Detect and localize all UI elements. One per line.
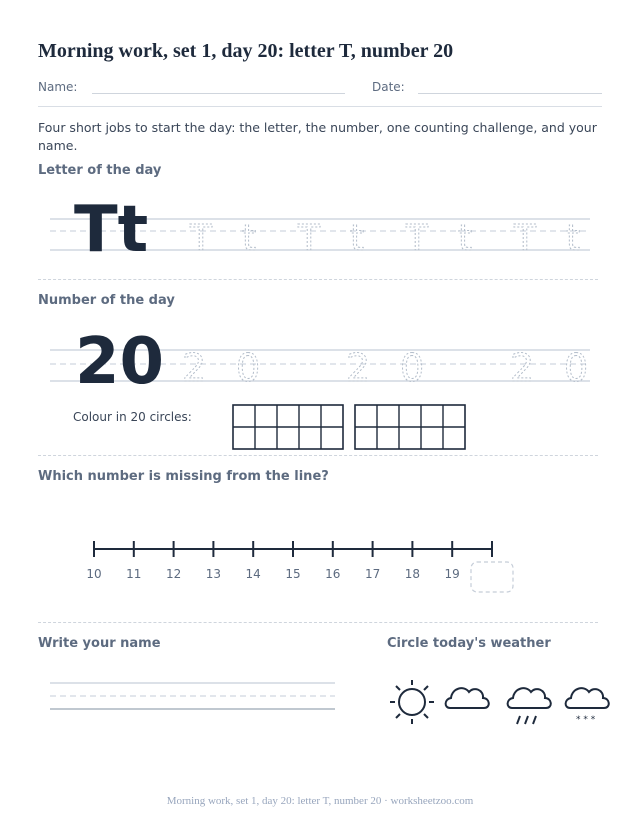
- sun-icon: [390, 680, 434, 724]
- name-writing-lines[interactable]: [0, 672, 360, 722]
- trace-number: 2: [510, 346, 535, 390]
- svg-text:* * *: * * *: [576, 715, 596, 725]
- trace-number: 0: [236, 346, 261, 390]
- rain-cloud-icon: [508, 688, 551, 724]
- intro-text: Four short jobs to start the day: the letter, the number, one counting challenge, and your name.: [38, 120, 597, 153]
- number-model: 20: [75, 325, 165, 395]
- name-label: Name:: [38, 80, 78, 94]
- header-divider: [38, 106, 602, 107]
- number-line: [0, 530, 640, 600]
- number-line-label: 17: [364, 567, 381, 581]
- weather-icons: [380, 672, 620, 732]
- date-label: Date:: [372, 80, 405, 94]
- trace-number: 2: [346, 346, 371, 390]
- number-heading: Number of the day: [38, 293, 175, 308]
- trace-letter: T: [406, 218, 428, 259]
- ten-frames[interactable]: [232, 404, 472, 452]
- footer: Morning work, set 1, day 20: letter T, number 20 · worksheetzoo.com: [166, 795, 474, 807]
- trace-letter: T: [190, 218, 212, 259]
- trace-letter: T: [298, 218, 320, 259]
- number-line-label: 18: [404, 567, 421, 581]
- page-title: Morning work, set 1, day 20: letter T, number 20: [38, 40, 454, 62]
- missing-number-box: [471, 562, 513, 592]
- number-line-label: 19: [444, 567, 460, 581]
- write-name-heading: Write your name: [38, 636, 161, 651]
- trace-letter: t: [350, 218, 365, 259]
- trace-letter: t: [458, 218, 473, 259]
- trace-letter: T: [514, 218, 536, 259]
- number-line-label: 15: [285, 567, 301, 581]
- number-tracing-area[interactable]: [0, 320, 640, 395]
- section-divider: [38, 622, 598, 623]
- trace-number: 0: [564, 346, 589, 390]
- number-line-label: 13: [205, 567, 222, 581]
- number-line-label: 11: [126, 567, 142, 581]
- trace-letter: t: [242, 218, 257, 259]
- letter-model: Tt: [74, 193, 149, 260]
- snow-cloud-icon: [566, 688, 609, 725]
- cloud-icon: [446, 688, 489, 708]
- section-divider: [38, 279, 598, 280]
- section-divider: [38, 455, 598, 456]
- number-line-heading: Which number is missing from the line?: [38, 469, 329, 484]
- weather-heading: Circle today's weather: [387, 636, 551, 651]
- trace-number: 0: [400, 346, 425, 390]
- number-line-label: 14: [245, 567, 261, 581]
- number-line-label: 10: [86, 567, 102, 581]
- letter-heading: Letter of the day: [38, 163, 162, 178]
- date-line[interactable]: [418, 93, 602, 94]
- name-line[interactable]: [92, 93, 345, 94]
- trace-number: 2: [182, 346, 207, 390]
- colour-prompt: Colour in 20 circles:: [73, 410, 192, 424]
- number-line-label: 12: [165, 567, 182, 581]
- letter-tracing-area[interactable]: [0, 190, 640, 260]
- number-line-label: 16: [325, 567, 341, 581]
- trace-letter: t: [566, 218, 581, 259]
